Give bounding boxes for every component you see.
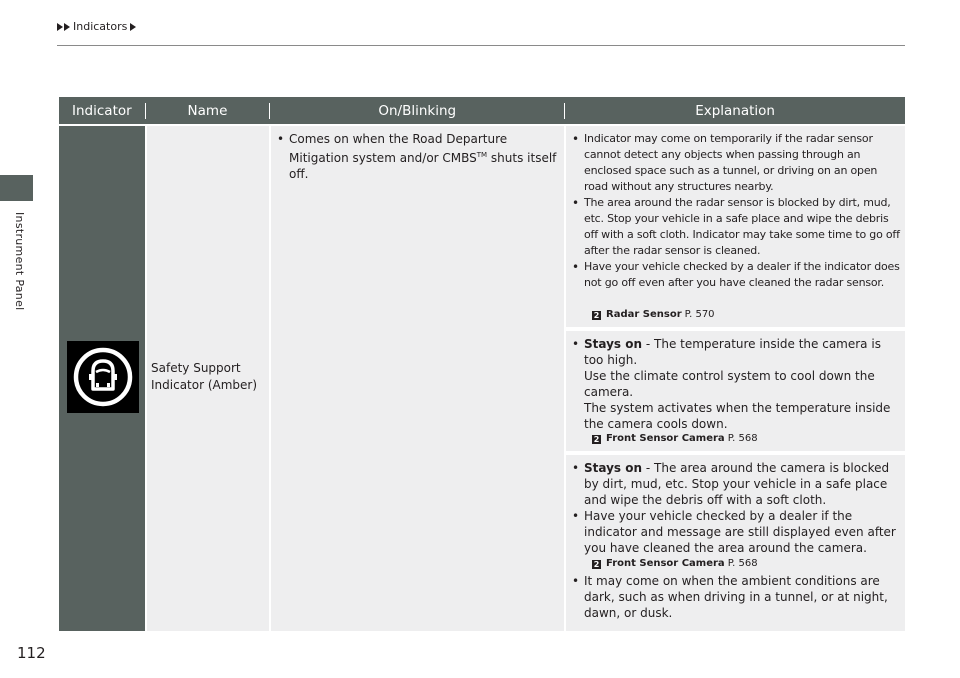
- list-item: • Have your vehicle checked by a dealer if the indicator does not go off even after you have cleaned the radar sensor.: [572, 259, 902, 291]
- list-item: • Stays on - The temperature inside the camera is too high. Use the climate control system to cool down the camera. The system activates when the temperature inside the camera cools down.: [572, 336, 900, 432]
- breadcrumb-label: Indicators: [73, 20, 128, 33]
- explanation-cell: [566, 455, 905, 631]
- list-item: • The area around the radar sensor is blocked by dirt, mud, etc. Stop your vehicle in a safe place and wipe the debris off with a soft cloth. Indicator may take some time to go off after the radar sensor is cleaned.: [572, 195, 902, 259]
- section-label: Instrument Panel: [13, 212, 26, 311]
- explanation-cell: [566, 126, 905, 327]
- list-item: • Stays on - The area around the camera is blocked by dirt, mud, etc. Stop your vehicle in a safe place and wipe the debris off with a soft cloth.: [572, 460, 900, 508]
- page-number: 112: [17, 644, 46, 662]
- list-item: • Indicator may come on temporarily if the radar sensor cannot detect any objects when passing through an enclosed space such as a tunnel, or driving on an open road without any structures nearby.: [572, 131, 902, 195]
- table-header: [59, 97, 905, 124]
- triangle-icon: [130, 23, 136, 31]
- header-rule: [57, 45, 905, 46]
- column-header-indicator: Indicator: [72, 102, 132, 119]
- reference-arrow-icon: 2: [593, 434, 600, 444]
- cross-reference[interactable]: 2 Radar Sensor P. 570: [593, 309, 715, 320]
- column-header-on-blinking: On/Blinking: [269, 103, 564, 119]
- column-header-explanation: Explanation: [564, 103, 905, 119]
- reference-arrow-icon: 2: [593, 559, 600, 569]
- car-lock-icon: [67, 341, 139, 413]
- reference-arrow-icon: 2: [593, 310, 600, 320]
- list-item: • Have your vehicle checked by a dealer if the indicator and message are still displayed even after you have cleaned the area around the camera.: [572, 508, 900, 556]
- list-item: • It may come on when the ambient conditions are dark, such as when driving in a tunnel, or at night, dawn, or dusk.: [572, 573, 900, 621]
- cross-reference[interactable]: 2 Front Sensor Camera P. 568: [593, 558, 758, 569]
- breadcrumb: [57, 20, 137, 33]
- explanation-cell: [566, 331, 905, 451]
- indicator-table: [59, 97, 905, 620]
- triangle-icon: [64, 23, 70, 31]
- on-blinking-cell: [271, 126, 564, 631]
- triangle-icon: [57, 23, 63, 31]
- table-row: [59, 126, 905, 631]
- column-header-name: Name: [145, 103, 270, 119]
- list-item: • Comes on when the Road Departure Mitigation system and/or CMBS™ shuts itself off.: [277, 131, 559, 182]
- section-tab: [0, 175, 33, 201]
- name-cell: [147, 126, 269, 631]
- indicator-name: Safety Support Indicator (Amber): [151, 361, 258, 392]
- indicator-cell: [59, 126, 145, 631]
- cross-reference[interactable]: 2 Front Sensor Camera P. 568: [593, 433, 758, 444]
